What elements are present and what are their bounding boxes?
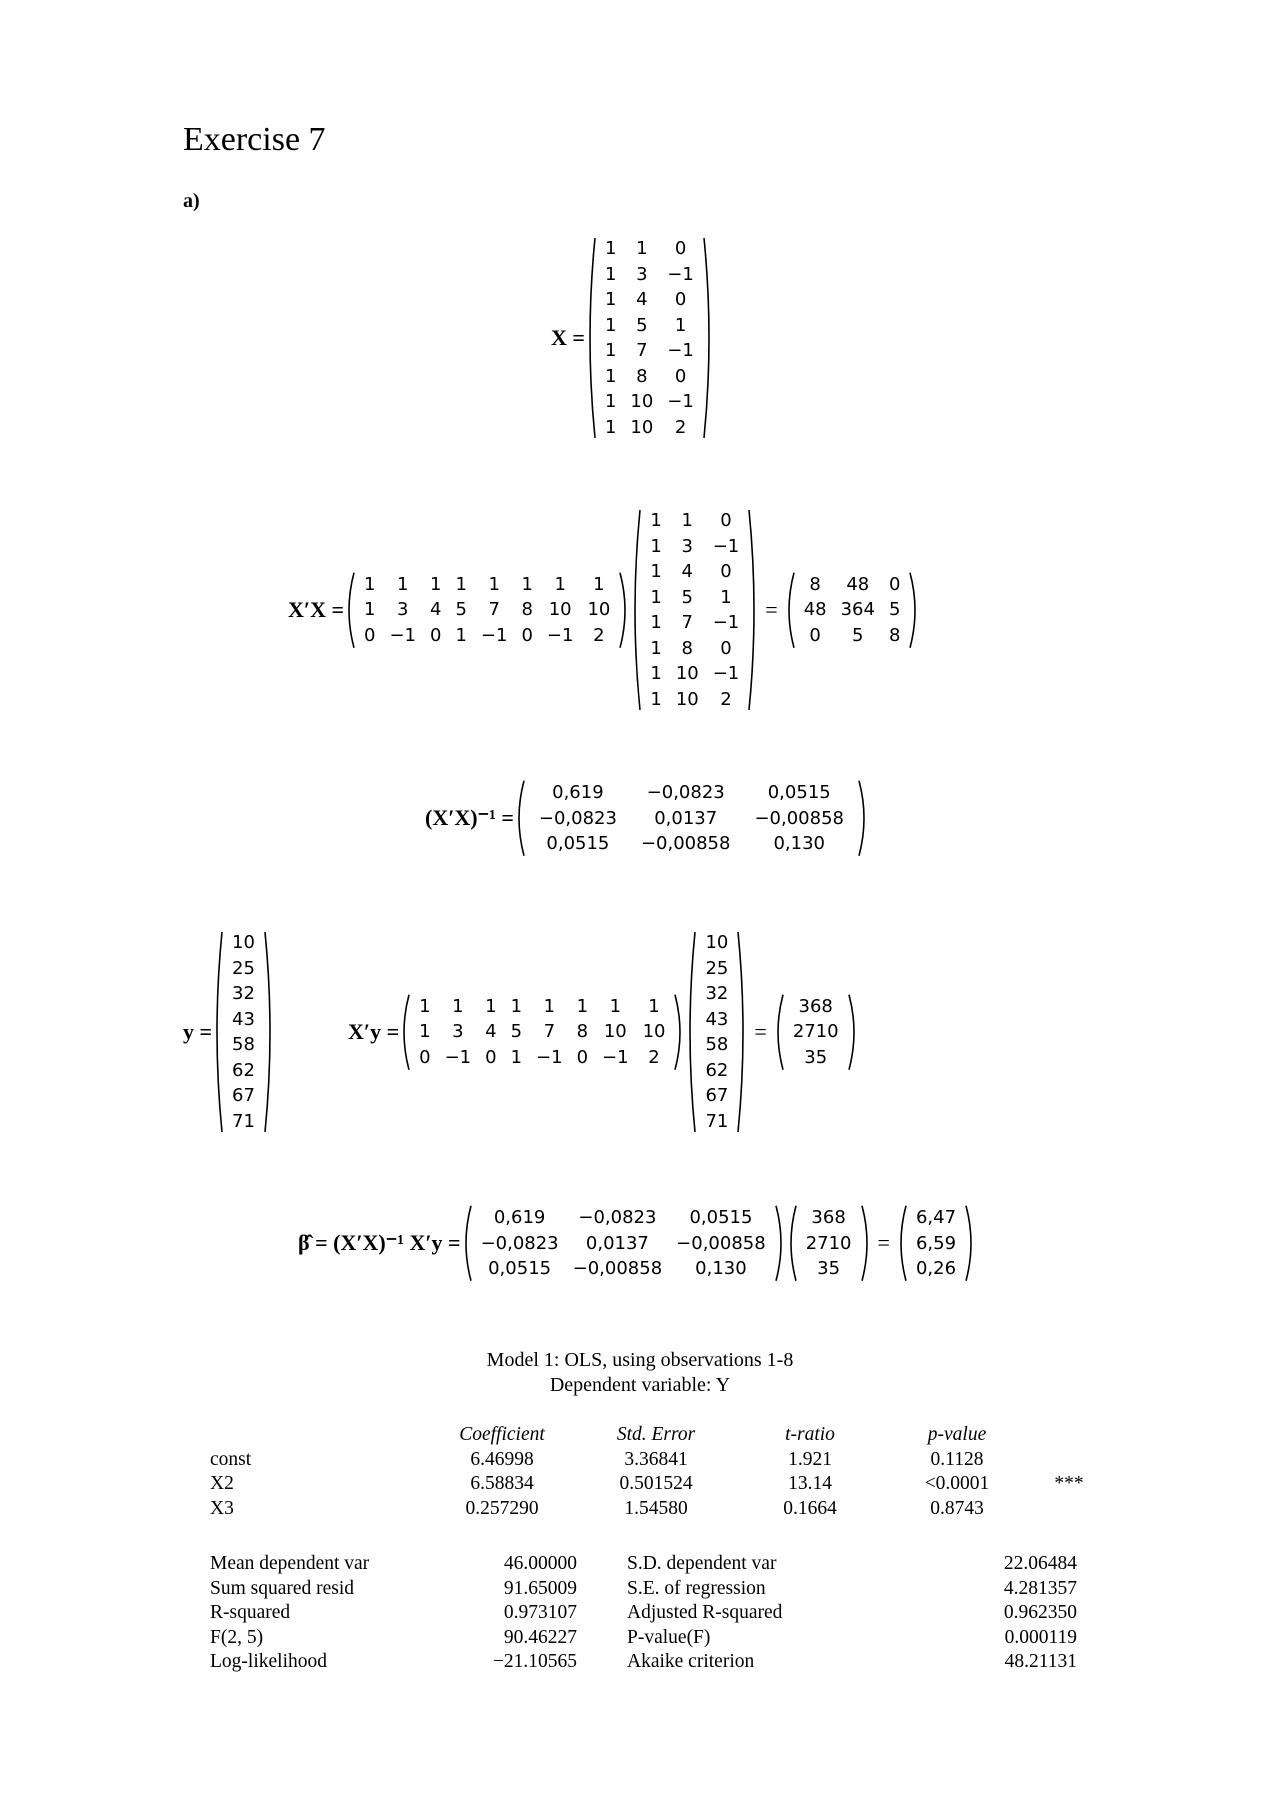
matrix-cell: −1 <box>667 263 694 285</box>
matrix-cell: 32 <box>705 983 729 1004</box>
matrix-inverse-repeat <box>461 1205 786 1282</box>
matrix-cell: 48 <box>846 573 870 595</box>
matrix-cell: 8 <box>521 599 533 621</box>
matrix-cell: 71 <box>232 1110 255 1132</box>
equation-y-label: y = <box>183 1019 213 1044</box>
matrix-cell: 1 <box>419 995 431 1017</box>
statistic-value: 90.46227 <box>503 1626 577 1648</box>
equation-inverse <box>425 780 869 857</box>
matrix-xt-repeat <box>399 994 685 1071</box>
coefficient-header-row <box>210 1423 1111 1448</box>
matrix-cell: 1 <box>650 561 662 582</box>
matrix-cell: −1 <box>712 612 740 633</box>
matrix-cell: 1 <box>650 663 662 684</box>
matrix-cell: −1 <box>667 391 694 412</box>
matrix-cell: 3 <box>681 535 693 557</box>
statistics-table <box>210 1552 1077 1675</box>
matrix-cell: 1 <box>681 510 693 531</box>
matrix-cell: 7 <box>681 612 693 633</box>
coefficient-value: 6.46998 <box>470 1448 534 1470</box>
statistic-label: P-value(F) <box>627 1626 711 1648</box>
matrix-cell: 5 <box>636 314 648 336</box>
matrix-cell: 10 <box>587 599 611 621</box>
right-paren <box>908 572 920 649</box>
matrix-cell: 1 <box>650 637 662 659</box>
matrix-cell: 1 <box>604 263 617 285</box>
matrix-cell: 5 <box>681 586 693 608</box>
matrix-cell: 1 <box>576 995 589 1017</box>
matrix-cell: −1 <box>389 624 416 646</box>
matrix-cell: 2710 <box>792 1021 839 1043</box>
matrix-cell: 368 <box>811 1207 846 1228</box>
statistic-row <box>210 1577 1077 1602</box>
matrix-cell: 3 <box>397 599 409 621</box>
matrix-cell: 8 <box>636 365 648 387</box>
matrix-cell: 1 <box>510 995 523 1017</box>
matrix-cell: 10 <box>642 1021 666 1043</box>
equation-x-label: X = <box>551 325 585 350</box>
matrix-cell: 0,130 <box>695 1258 747 1279</box>
matrix-cell: 58 <box>232 1034 255 1055</box>
matrix-cell: 4 <box>681 561 693 582</box>
matrix-cell: −0,0823 <box>646 782 725 803</box>
matrix-cell: 1 <box>485 995 497 1017</box>
vector-xty-repeat <box>786 1205 872 1282</box>
variable-name: X3 <box>210 1497 234 1519</box>
matrix-cell: 0 <box>419 1046 431 1068</box>
vector-y-repeat <box>685 930 748 1134</box>
statistic-label: S.D. dependent var <box>627 1553 777 1575</box>
matrix-cell: 10 <box>630 391 654 412</box>
matrix-cell: 368 <box>798 995 833 1017</box>
vector-y <box>212 930 275 1134</box>
matrix-cell: 1 <box>609 995 622 1017</box>
matrix-grid <box>799 1205 859 1282</box>
statistic-row <box>210 1626 1077 1651</box>
matrix-cell: 1 <box>554 573 566 595</box>
header-p-value: p-value <box>927 1424 987 1446</box>
statistic-label: Log-likelihood <box>210 1651 327 1673</box>
equals-sign: = <box>877 1230 890 1256</box>
statistic-value: 91.65009 <box>503 1577 577 1599</box>
right-paren <box>964 1205 976 1282</box>
model-title: Model 1: OLS, using observations 1-8 <box>486 1349 794 1371</box>
matrix-cell: −1 <box>667 340 694 361</box>
matrix-cell: 7 <box>636 340 648 361</box>
equals-sign: = <box>765 597 778 622</box>
matrix-cell: 4 <box>430 599 442 621</box>
coefficient-value: 6.58834 <box>470 1473 534 1495</box>
std-error-value: 0.501524 <box>619 1473 693 1495</box>
matrix-cell: 1 <box>604 340 617 361</box>
header-std-error: Std. Error <box>616 1424 696 1446</box>
matrix-cell: 67 <box>232 1085 255 1106</box>
right-paren <box>847 994 859 1071</box>
matrix-cell: 3 <box>452 1021 464 1043</box>
statistic-row <box>210 1552 1077 1577</box>
left-paren <box>212 930 224 1134</box>
matrix-cell: 5 <box>888 599 901 621</box>
matrix-cell: 0,26 <box>915 1258 957 1279</box>
matrix-cell: 0 <box>576 1046 589 1068</box>
matrix-x <box>585 236 714 440</box>
matrix-cell: 35 <box>804 1046 828 1068</box>
matrix-cell: 0 <box>485 1046 497 1068</box>
matrix-cell: 1 <box>543 995 556 1017</box>
matrix-cell: 10 <box>548 599 572 621</box>
matrix-grid <box>698 930 735 1134</box>
matrix-grid <box>909 1205 963 1282</box>
matrix-cell: −0,0823 <box>480 1232 559 1254</box>
left-paren <box>399 994 411 1071</box>
coefficient-table <box>210 1423 1111 1521</box>
matrix-cell: 1 <box>650 612 662 633</box>
statistic-label: F(2, 5) <box>210 1626 264 1648</box>
matrix-cell: 364 <box>840 599 875 621</box>
matrix-cell: 10 <box>630 416 654 438</box>
statistic-label: Mean dependent var <box>210 1553 370 1575</box>
left-paren <box>786 1205 798 1282</box>
matrix-cell: 10 <box>675 688 699 710</box>
statistic-label: Adjusted R-squared <box>627 1602 783 1624</box>
matrix-cell: 1 <box>604 391 617 412</box>
std-error-value: 1.54580 <box>624 1497 688 1519</box>
significance-stars <box>1027 1497 1111 1522</box>
right-paren <box>860 1205 872 1282</box>
equation-beta <box>298 1205 976 1282</box>
matrix-cell: 0 <box>674 238 687 259</box>
matrix-cell: 8 <box>809 573 821 595</box>
statistic-value: 4.281357 <box>1003 1577 1077 1599</box>
p-value-value: 0.8743 <box>930 1497 984 1519</box>
t-ratio-value: 13.14 <box>788 1473 832 1495</box>
equation-beta-label: β̂ = (X′X)⁻¹ X′y = <box>298 1230 461 1256</box>
matrix-cell: 7 <box>488 599 500 621</box>
matrix-cell: −0,00858 <box>572 1258 663 1279</box>
statistic-value: 46.00000 <box>503 1553 577 1575</box>
matrix-cell: 35 <box>817 1258 841 1279</box>
coefficient-value: 0.257290 <box>465 1497 539 1519</box>
variable-name: const <box>210 1448 252 1470</box>
matrix-cell: 1 <box>650 586 662 608</box>
matrix-grid <box>598 236 701 440</box>
p-value-value: 0.1128 <box>930 1448 984 1470</box>
statistic-value: −21.10565 <box>492 1651 577 1673</box>
matrix-cell: 1 <box>593 573 605 595</box>
matrix-xtx-result <box>784 572 921 649</box>
matrix-grid <box>357 572 617 649</box>
matrix-cell: 1 <box>510 1046 523 1068</box>
coefficient-row <box>210 1448 1111 1473</box>
matrix-cell: −1 <box>480 624 508 646</box>
matrix-grid <box>786 994 846 1071</box>
matrix-cell: 2 <box>674 416 687 438</box>
equation-xtx <box>288 508 920 712</box>
matrix-cell: −1 <box>546 624 574 646</box>
left-paren <box>773 994 785 1071</box>
left-paren <box>784 572 796 649</box>
matrix-cell: 6,59 <box>915 1232 957 1254</box>
matrix-cell: 4 <box>636 289 648 310</box>
left-paren <box>344 572 356 649</box>
significance-stars: *** <box>1054 1473 1084 1495</box>
matrix-grid <box>527 780 856 857</box>
matrix-cell: 2710 <box>805 1232 852 1254</box>
t-ratio-value: 1.921 <box>788 1448 832 1470</box>
matrix-cell: 1 <box>455 624 467 646</box>
statistic-row <box>210 1601 1077 1626</box>
matrix-cell: 71 <box>705 1110 729 1132</box>
equation-xty-label: X′y = <box>348 1019 400 1044</box>
matrix-cell: 3 <box>636 263 648 285</box>
header-coefficient: Coefficient <box>459 1424 545 1446</box>
matrix-cell: 1 <box>455 573 467 595</box>
right-paren <box>673 994 685 1071</box>
matrix-cell: 67 <box>705 1085 729 1106</box>
significance-stars <box>1027 1448 1111 1473</box>
statistic-label: R-squared <box>210 1602 291 1624</box>
matrix-xt <box>344 572 630 649</box>
matrix-grid <box>797 572 908 649</box>
matrix-cell: −1 <box>444 1046 472 1068</box>
left-paren <box>896 1205 908 1282</box>
page-title: Exercise 7 <box>183 121 326 158</box>
matrix-cell: −1 <box>602 1046 629 1068</box>
matrix-cell: 0,0515 <box>546 833 610 854</box>
matrix-cell: 1 <box>397 573 409 595</box>
matrix-cell: 8 <box>681 637 693 659</box>
coefficient-row <box>210 1497 1111 1522</box>
statistic-value: 22.06484 <box>1003 1553 1077 1575</box>
matrix-cell: 1 <box>604 416 617 438</box>
std-error-value: 3.36841 <box>624 1448 688 1470</box>
statistic-value: 0.000119 <box>1004 1626 1077 1648</box>
matrix-cell: 5 <box>852 624 864 646</box>
matrix-cell: 2 <box>648 1046 660 1068</box>
matrix-cell: 5 <box>455 599 467 621</box>
matrix-inverse <box>514 780 869 857</box>
matrix-cell: 0 <box>720 561 732 582</box>
right-paren <box>618 572 630 649</box>
matrix-cell: 0 <box>430 624 442 646</box>
part-label: a) <box>183 190 200 212</box>
statistic-value: 0.962350 <box>1003 1602 1077 1624</box>
matrix-cell: 1 <box>430 573 442 595</box>
left-paren <box>514 780 526 857</box>
matrix-cell: 7 <box>543 1021 556 1043</box>
matrix-cell: 6,47 <box>915 1207 957 1228</box>
matrix-cell: 0 <box>674 289 687 310</box>
right-paren <box>747 508 759 712</box>
matrix-x-repeat <box>630 508 759 712</box>
right-paren <box>263 930 275 1134</box>
matrix-cell: 10 <box>675 663 699 684</box>
header-t-ratio: t-ratio <box>785 1424 835 1446</box>
matrix-cell: 10 <box>603 1021 627 1043</box>
matrix-cell: 10 <box>232 932 255 953</box>
matrix-cell: −0,00858 <box>676 1232 766 1254</box>
matrix-cell: 25 <box>232 957 255 979</box>
matrix-cell: 0,0515 <box>488 1258 552 1279</box>
matrix-cell: 2 <box>593 624 605 646</box>
matrix-cell: 1 <box>674 314 687 336</box>
matrix-cell: 1 <box>364 599 376 621</box>
statistic-value: 0.973107 <box>503 1602 577 1624</box>
matrix-cell: 0 <box>888 573 901 595</box>
matrix-cell: 0,130 <box>773 833 825 854</box>
matrix-cell: 1 <box>636 238 648 259</box>
matrix-cell: 1 <box>364 573 376 595</box>
matrix-cell: 0,0137 <box>585 1232 649 1254</box>
matrix-cell: 58 <box>705 1034 729 1055</box>
matrix-grid <box>412 994 672 1071</box>
matrix-cell: 43 <box>232 1008 255 1030</box>
matrix-cell: 2 <box>720 688 732 710</box>
p-value-value: <0.0001 <box>924 1473 990 1495</box>
matrix-cell: −0,00858 <box>640 833 731 854</box>
right-paren <box>857 780 869 857</box>
matrix-cell: 1 <box>604 238 617 259</box>
equation-x <box>551 236 714 440</box>
equation-y <box>183 930 275 1134</box>
statistic-label: Sum squared resid <box>210 1577 355 1599</box>
vector-xty-result <box>773 994 859 1071</box>
matrix-cell: 1 <box>521 573 533 595</box>
matrix-cell: −0,0823 <box>578 1207 657 1228</box>
right-paren <box>736 930 748 1134</box>
left-paren <box>585 236 597 440</box>
matrix-cell: 62 <box>232 1059 255 1081</box>
matrix-cell: 0,619 <box>493 1207 546 1228</box>
right-paren <box>702 236 714 440</box>
matrix-cell: 1 <box>650 688 662 710</box>
matrix-cell: 25 <box>705 957 729 979</box>
matrix-grid <box>474 1205 773 1282</box>
matrix-cell: 10 <box>705 932 729 953</box>
matrix-cell: 0 <box>364 624 376 646</box>
matrix-cell: 0,0515 <box>689 1207 753 1228</box>
statistic-label: S.E. of regression <box>627 1577 766 1599</box>
matrix-cell: 32 <box>232 983 255 1004</box>
statistic-value: 48.21131 <box>1004 1651 1077 1673</box>
left-paren <box>630 508 642 712</box>
equation-xty <box>348 930 859 1134</box>
matrix-cell: −0,0823 <box>538 807 617 829</box>
matrix-grid <box>643 508 746 712</box>
left-paren <box>461 1205 473 1282</box>
matrix-cell: 1 <box>604 314 617 336</box>
equals-sign: = <box>754 1019 767 1044</box>
left-paren <box>685 930 697 1134</box>
matrix-cell: 1 <box>650 510 662 531</box>
matrix-cell: 5 <box>510 1021 523 1043</box>
matrix-cell: 0,619 <box>552 782 604 803</box>
matrix-cell: −1 <box>536 1046 563 1068</box>
matrix-cell: 1 <box>648 995 660 1017</box>
matrix-cell: 1 <box>488 573 500 595</box>
equation-inverse-label: (X′X)⁻¹ = <box>425 805 514 831</box>
matrix-cell: 0 <box>674 365 687 387</box>
matrix-cell: 1 <box>452 995 464 1017</box>
matrix-cell: 1 <box>604 289 617 310</box>
model-dependent: Dependent variable: Y <box>549 1374 731 1396</box>
matrix-cell: −1 <box>712 535 740 557</box>
matrix-cell: 0 <box>521 624 533 646</box>
matrix-cell: −0,00858 <box>754 807 844 829</box>
matrix-cell: 48 <box>803 599 827 621</box>
matrix-cell: 0 <box>720 637 732 659</box>
equation-xtx-label: X′X = <box>288 597 344 622</box>
matrix-cell: 0 <box>809 624 821 646</box>
matrix-cell: 0,0515 <box>767 782 831 803</box>
matrix-cell: 43 <box>705 1008 729 1030</box>
right-paren <box>774 1205 786 1282</box>
statistic-label: Akaike criterion <box>627 1651 755 1673</box>
matrix-cell: 8 <box>576 1021 589 1043</box>
matrix-cell: 1 <box>419 1021 431 1043</box>
variable-name: X2 <box>210 1473 234 1495</box>
matrix-grid <box>225 930 262 1134</box>
matrix-cell: 1 <box>604 365 617 387</box>
matrix-cell: 1 <box>650 535 662 557</box>
matrix-cell: 1 <box>720 586 732 608</box>
matrix-cell: −1 <box>712 663 740 684</box>
matrix-cell: 8 <box>888 624 901 646</box>
matrix-cell: 62 <box>705 1059 729 1081</box>
matrix-cell: 0 <box>720 510 732 531</box>
matrix-cell: 4 <box>485 1021 497 1043</box>
t-ratio-value: 0.1664 <box>783 1497 837 1519</box>
matrix-cell: 0,0137 <box>654 807 718 829</box>
statistic-row <box>210 1650 1077 1675</box>
coefficient-row <box>210 1472 1111 1497</box>
vector-beta-result <box>896 1205 976 1282</box>
